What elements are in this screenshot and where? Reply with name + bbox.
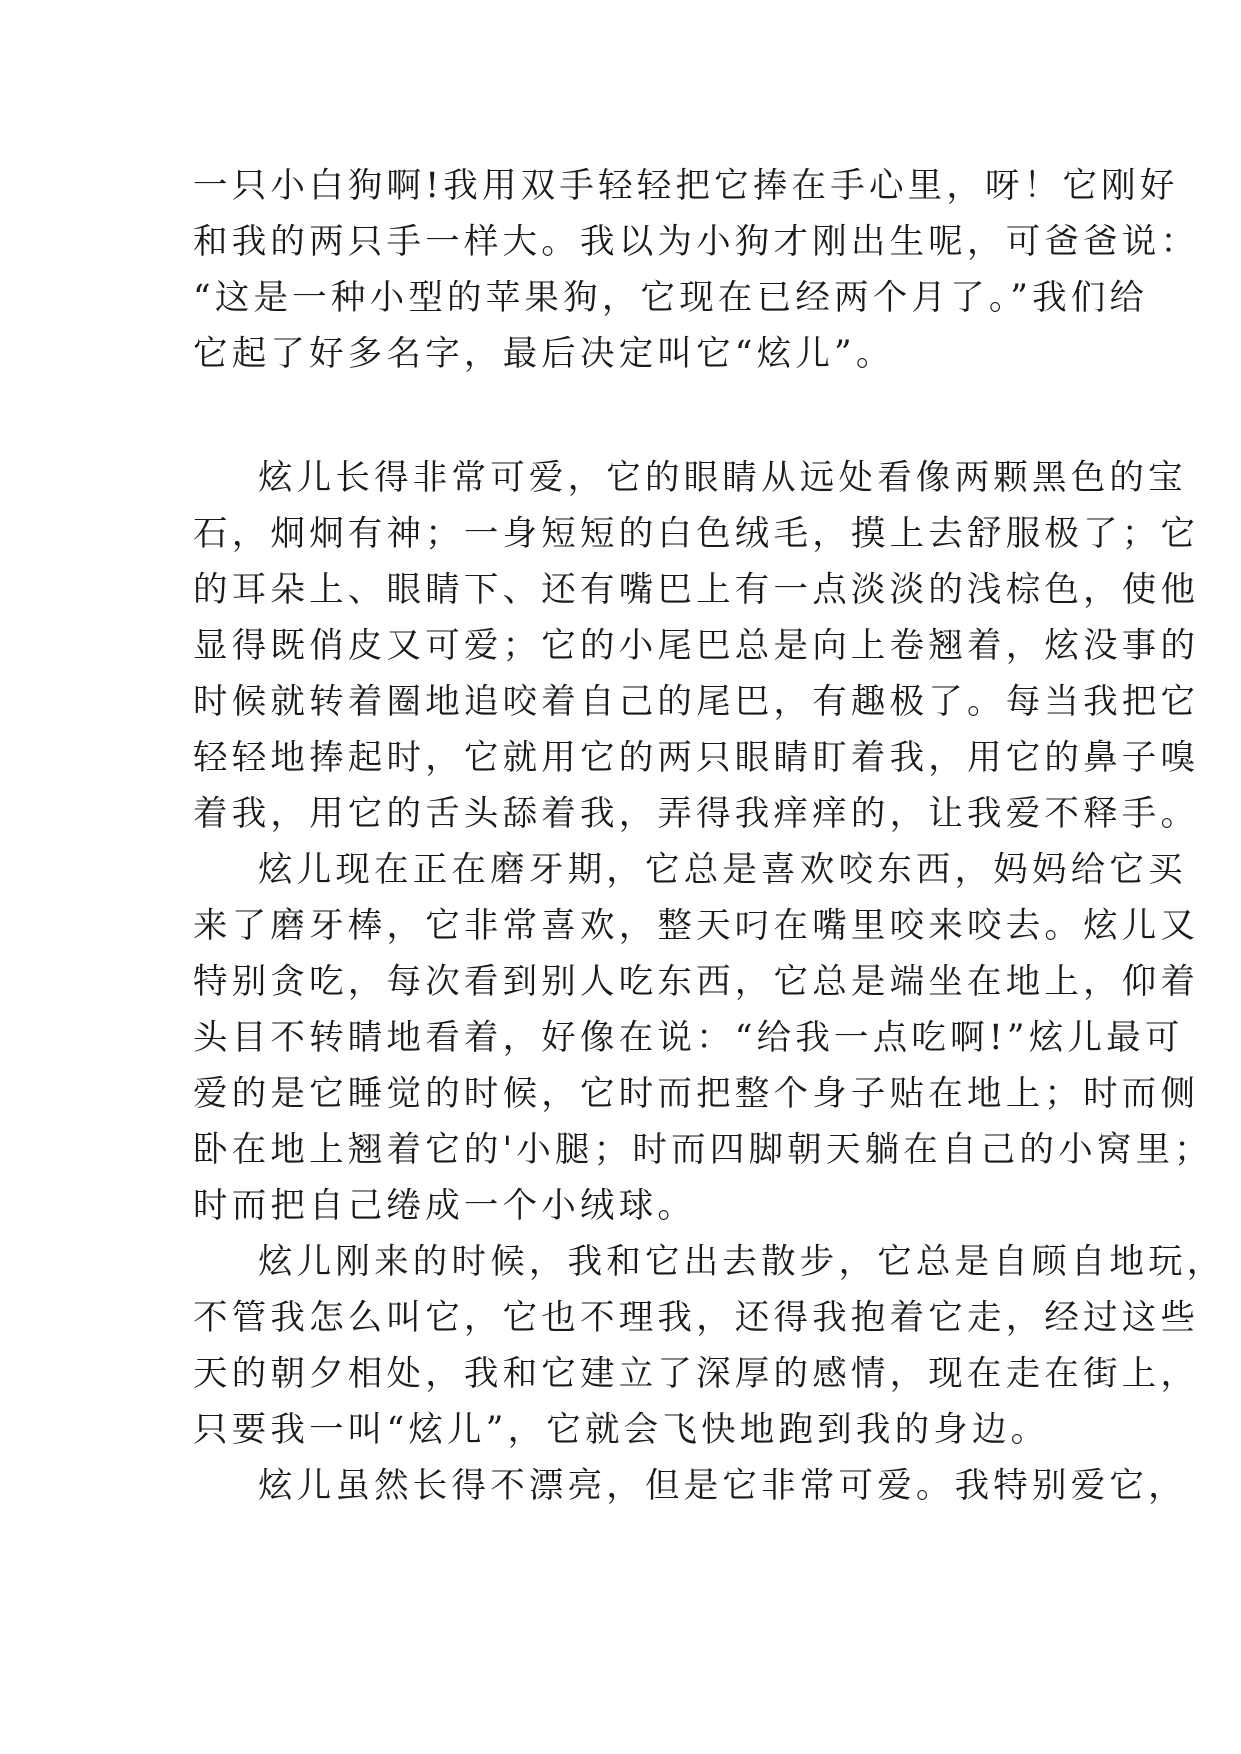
paragraph-2-line-5: 时候就转着圈地追咬着自己的尾巴，有趣极了。每当我把它 xyxy=(193,682,1200,722)
paragraph-2-line-4: 显得既俏皮又可爱；它的小尾巴总是向上卷翘着，炫没事的 xyxy=(193,626,1200,666)
paragraph-1-line-4: 它起了好多名字，最后决定叫它“炫儿”。 xyxy=(193,334,895,374)
paragraph-2-line-6: 轻轻地捧起时，它就用它的两只眼睛盯着我，用它的鼻子嗅 xyxy=(193,738,1200,778)
paragraph-2-line-2: 石，炯炯有神；一身短短的白色绒毛，摸上去舒服极了；它 xyxy=(193,514,1200,554)
paragraph-2-line-1: 炫儿长得非常可爱，它的眼睛从远处看像两颗黑色的宝 xyxy=(258,458,1187,498)
paragraph-3-line-5: 爱的是它睡觉的时候，它时而把整个身子贴在地上；时而侧 xyxy=(193,1074,1200,1114)
paragraph-1-line-1: 一只小白狗啊!我用双手轻轻把它捧在手心里，呀！它刚好 xyxy=(193,166,1179,206)
paragraph-3-line-7: 时而把自己绻成一个小绒球。 xyxy=(193,1186,697,1226)
paragraph-3-line-4: 头目不转睛地看着，好像在说：“给我一点吃啊!”炫儿最可 xyxy=(193,1018,1184,1058)
paragraph-1-line-2: 和我的两只手一样大。我以为小狗才刚出生呢，可爸爸说： xyxy=(193,222,1200,262)
paragraph-4-line-2: 不管我怎么叫它，它也不理我，还得我抱着它走，经过这些 xyxy=(193,1298,1200,1338)
paragraph-3-line-2: 来了磨牙棒，它非常喜欢，整天叼在嘴里咬来咬去。炫儿又 xyxy=(193,906,1200,946)
paragraph-4-line-1: 炫儿刚来的时候，我和它出去散步，它总是自顾自地玩， xyxy=(258,1242,1226,1282)
paragraph-2-line-3: 的耳朵上、眼睛下、还有嘴巴上有一点淡淡的浅棕色，使他 xyxy=(193,570,1200,610)
paragraph-3-line-3: 特别贪吃，每次看到别人吃东西，它总是端坐在地上，仰着 xyxy=(193,962,1200,1002)
paragraph-5-line-1: 炫儿虽然长得不漂亮，但是它非常可爱。我特别爱它， xyxy=(258,1466,1187,1506)
paragraph-4-line-4: 只要我一叫“炫儿”，它就会飞快地跑到我的身边。 xyxy=(193,1410,1050,1450)
paragraph-3-line-1: 炫儿现在正在磨牙期，它总是喜欢咬东西，妈妈给它买 xyxy=(258,850,1187,890)
paragraph-4-line-3: 天的朝夕相处，我和它建立了深厚的感情，现在走在街上， xyxy=(193,1354,1200,1394)
paragraph-2-line-7: 着我，用它的舌头舔着我，弄得我痒痒的，让我爱不释手。 xyxy=(193,794,1200,834)
paragraph-3-line-6: 卧在地上翘着它的'小腿；时而四脚朝天躺在自己的小窝里； xyxy=(193,1130,1213,1170)
paragraph-1-line-3: “这是一种小型的苹果狗，它现在已经两个月了。”我们给 xyxy=(193,278,1149,318)
